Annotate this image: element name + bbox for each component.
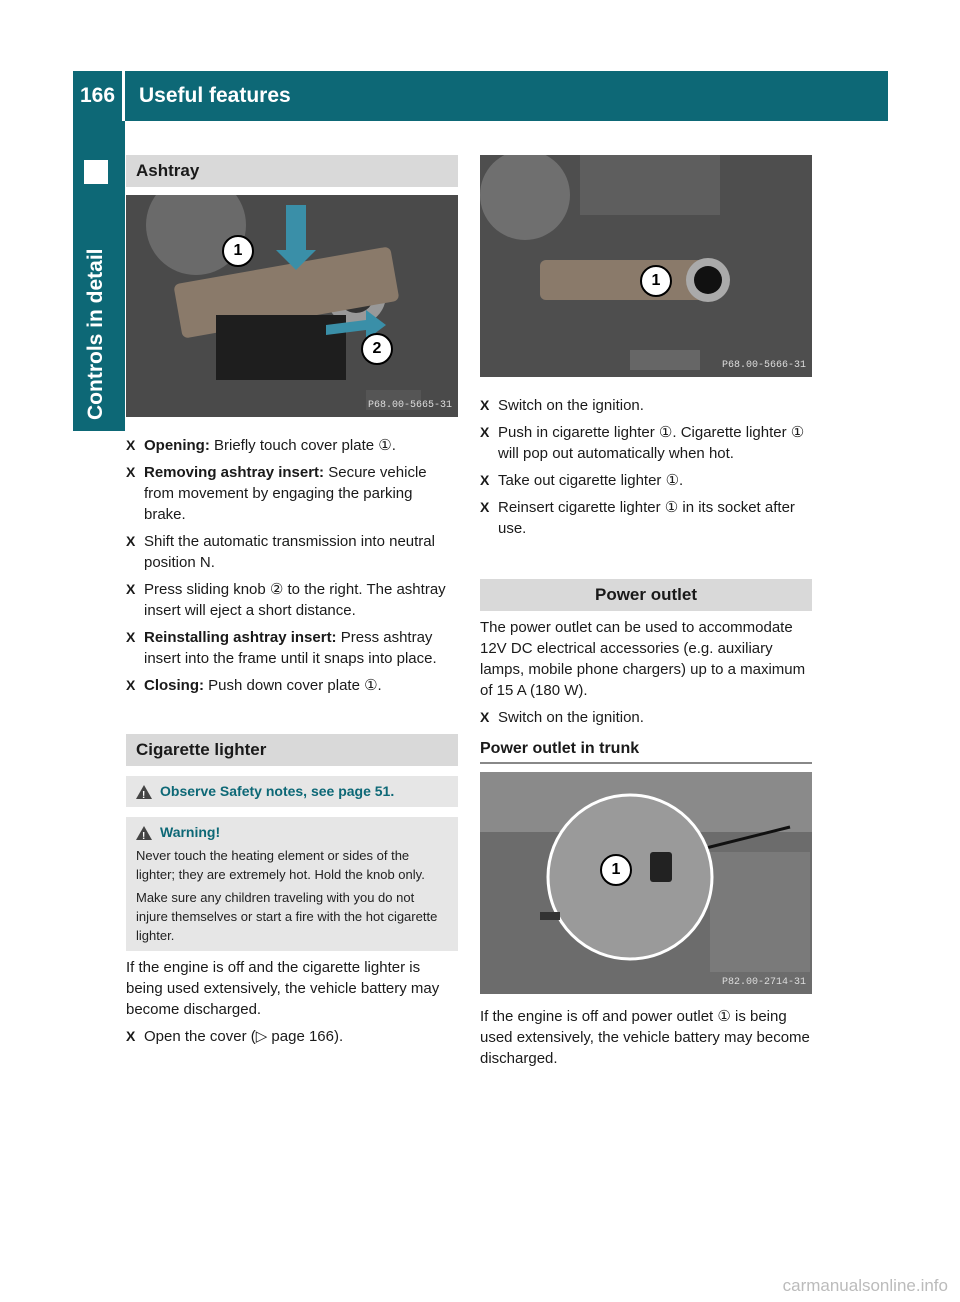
trunk-subheading: Power outlet in trunk [480,740,812,764]
callout-1: 1 [600,854,632,886]
warning-box: ! Warning! Never touch the heating element or sides of the lighter; they are extremely hot. Hold the knob only. Make sure any children traveling with you do not injure themselves or start a fire with the hot cigarette lighter. [126,817,458,951]
lighter-illustration [480,155,812,377]
trunk-discharge-note: If the engine is off and power outlet ① is being used extensively, the vehicle battery may become discharged. [480,1008,810,1067]
open-cover-step: X Open the cover (▷ page 166). [126,1028,344,1045]
warning-icon [136,826,152,840]
warning-icon [136,785,152,799]
page-header [73,71,888,121]
right-column [480,155,812,1075]
side-tab-label: Controls in detail [84,248,107,420]
chapter-title: Useful features [139,84,291,107]
power-description: The power outlet can be used to accommodate 12V DC electrical accessories (e.g. auxiliary lamps, mobile phone chargers) up to a maximum of 15 A (180 W). [480,619,806,699]
photo-code: P82.00-2714-31 [721,977,806,988]
step: X Press sliding knob ② to the right. The ashtray insert will eject a short distance. [126,581,446,619]
power-steps: X Switch on the ignition. [480,709,644,726]
lighter-photo [480,155,812,377]
step: X Removing ashtray insert: Secure vehicle from movement by engaging the parking brake. [126,464,427,523]
left-column [126,155,458,1053]
lighter-steps: X Switch on the ignition. X Push in cigarette lighter ①. Cigarette lighter ① will pop out automatically when hot. X Take out cigarette lighter ①. X Reinsert cigarette lighter ① in its socket after use. [480,397,805,537]
section-heading-ashtray: Ashtray [126,155,458,187]
callout-1: 1 [640,265,672,297]
trunk-photo [480,772,812,994]
step: X Opening: Briefly touch cover plate ①. [126,437,396,454]
discharge-note: If the engine is off and the cigarette lighter is being used extensively, the vehicle battery may become discharged. [126,959,440,1018]
step: X Reinstalling ashtray insert: Press ashtray insert into the frame until it snaps into place. [126,629,437,667]
photo-code: P68.00-5666-31 [721,360,806,371]
safety-note: ! Observe Safety notes, see page 51. [126,776,458,807]
ashtray-illustration [126,195,458,417]
page-number: 166 [73,71,125,121]
warning-text-2: Make sure any children traveling with you do not injure themselves or start a fire with the hot cigarette lighter. [136,890,438,943]
footer-watermark: carmanualsonline.info [782,1276,948,1295]
warning-text-1: Never touch the heating element or sides of the lighter; they are extremely hot. Hold the knob only. [136,848,425,882]
ashtray-steps [126,435,458,696]
section-heading-power: Power outlet [480,579,812,611]
step: X Shift the automatic transmission into neutral position N. [126,533,435,571]
callout-1: 1 [222,235,254,267]
tab-marker [84,160,108,184]
callout-2: 2 [361,333,393,365]
step: X Closing: Push down cover plate ①. [126,677,382,694]
section-heading-cigarette: Cigarette lighter [126,734,458,766]
ashtray-photo [126,195,458,417]
trunk-illustration [480,772,812,994]
photo-code: P68.00-5665-31 [367,400,452,411]
